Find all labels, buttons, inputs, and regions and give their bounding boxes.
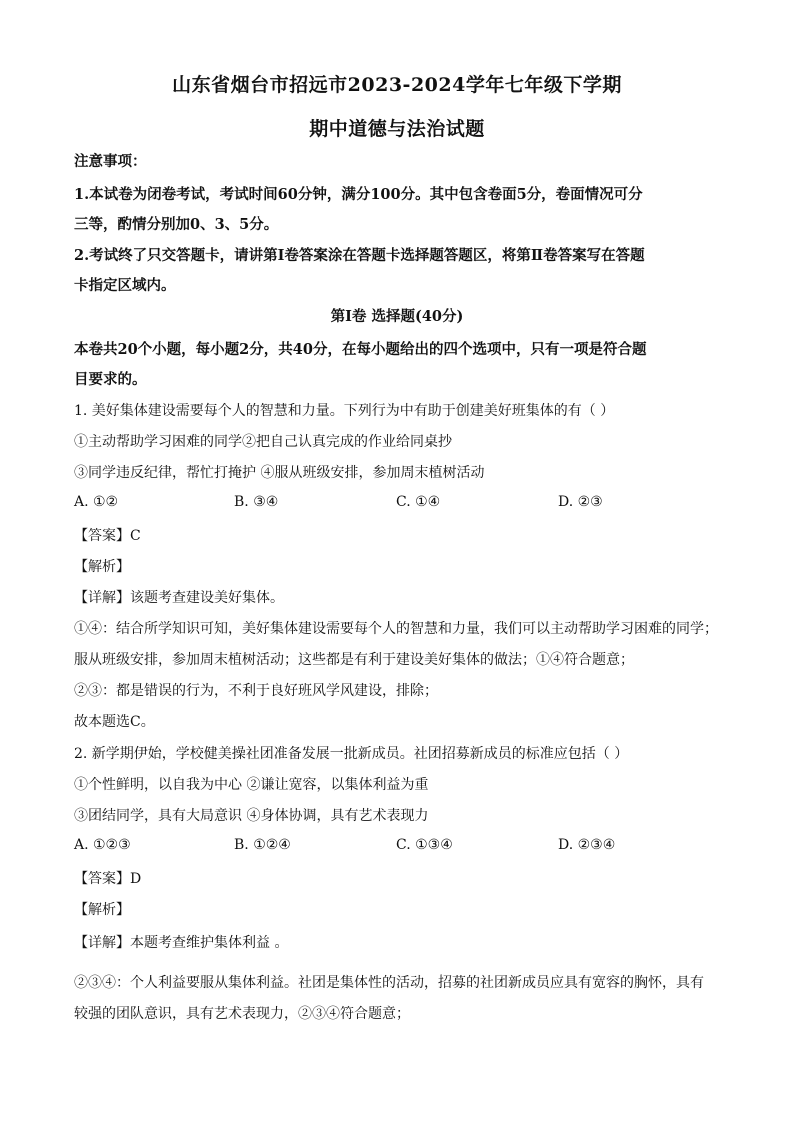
exam-title-line2: 期中道德与法治试题	[309, 118, 485, 140]
exam-title-line1: 山东省烟台市招远市2023-2024学年七年级下学期	[172, 74, 622, 96]
section-title: 第Ⅰ卷 选择题(40分)	[330, 308, 464, 325]
q1-option-a: A. ①②	[74, 494, 119, 510]
q2-option-c: C. ①③④	[396, 837, 453, 853]
section-intro-line1: 本卷共20个小题，每小题2分，共40分，在每小题给出的四个选项中，只有一项是符合题	[74, 341, 647, 358]
q1-option-c: C. ①④	[396, 494, 441, 510]
q1-explanation1-line2: 服从班级安排，参加周末植树活动；这些都是有利于建设美好集体的做法；①④符合题意；	[74, 652, 634, 668]
q1-statements-line1: ①主动帮助学习困难的同学②把自己认真完成的作业给同桌抄	[74, 434, 452, 450]
q2-statements-line2: ③团结同学，具有大局意识 ④身体协调，具有艺术表现力	[74, 808, 429, 824]
q1-option-d: D. ②③	[558, 494, 603, 510]
q1-option-b: B. ③④	[234, 494, 279, 510]
notice-item2-line2: 卡指定区域内。	[74, 277, 176, 294]
q2-explanation1-line1: ②③④：个人利益要服从集体利益。社团是集体性的活动，招募的社团新成员应具有宽容的胸怀，具有	[74, 975, 704, 991]
notice-item2-line1: 2.考试终了只交答题卡，请讲第Ⅰ卷答案涂在答题卡选择题答题区，将第Ⅱ卷答案写在答题	[74, 247, 645, 264]
q2-stem: 2. 新学期伊始，学校健美操社团准备发展一批新成员。社团招募新成员的标准应包括（ ）	[74, 746, 629, 762]
q2-option-d: D. ②③④	[558, 837, 616, 853]
q2-answer: 【答案】D	[74, 871, 142, 887]
notice-item1-line1: 1.本试卷为闭卷考试，考试时间60分钟，满分100分。其中包含卷面5分，卷面情况可分	[74, 186, 643, 203]
q1-explanation1-line1: ①④：结合所学知识可知，美好集体建设需要每个人的智慧和力量，我们可以主动帮助学习困难的同学；	[74, 621, 718, 637]
q2-option-a: A. ①②③	[74, 837, 131, 853]
q2-detail: 【详解】本题考查维护集体利益 。	[74, 935, 289, 951]
q2-analysis-label: 【解析】	[74, 902, 130, 918]
notice-item1-line2: 三等，酌情分别加0、3、5分。	[74, 216, 279, 233]
q1-statements-line2: ③同学违反纪律，帮忙打掩护 ④服从班级安排，参加周末植树活动	[74, 465, 485, 481]
q1-explanation2: ②③：都是错误的行为，不利于良好班风学风建设，排除；	[74, 683, 438, 699]
q1-stem: 1. 美好集体建设需要每个人的智慧和力量。下列行为中有助于创建美好班集体的有（ ）	[74, 403, 615, 419]
q1-conclusion: 故本题选C。	[74, 714, 155, 730]
q2-statements-line1: ①个性鲜明，以自我为中心 ②谦让宽容，以集体利益为重	[74, 777, 429, 793]
q1-answer: 【答案】C	[74, 528, 141, 544]
q2-explanation1-line2: 较强的团队意识，具有艺术表现力，②③④符合题意；	[74, 1006, 410, 1022]
notice-heading: 注意事项：	[74, 153, 147, 170]
section-intro-line2: 目要求的。	[74, 371, 147, 388]
q1-analysis-label: 【解析】	[74, 559, 130, 575]
q2-option-b: B. ①②④	[234, 837, 291, 853]
q1-detail: 【详解】该题考查建设美好集体。	[74, 590, 284, 606]
